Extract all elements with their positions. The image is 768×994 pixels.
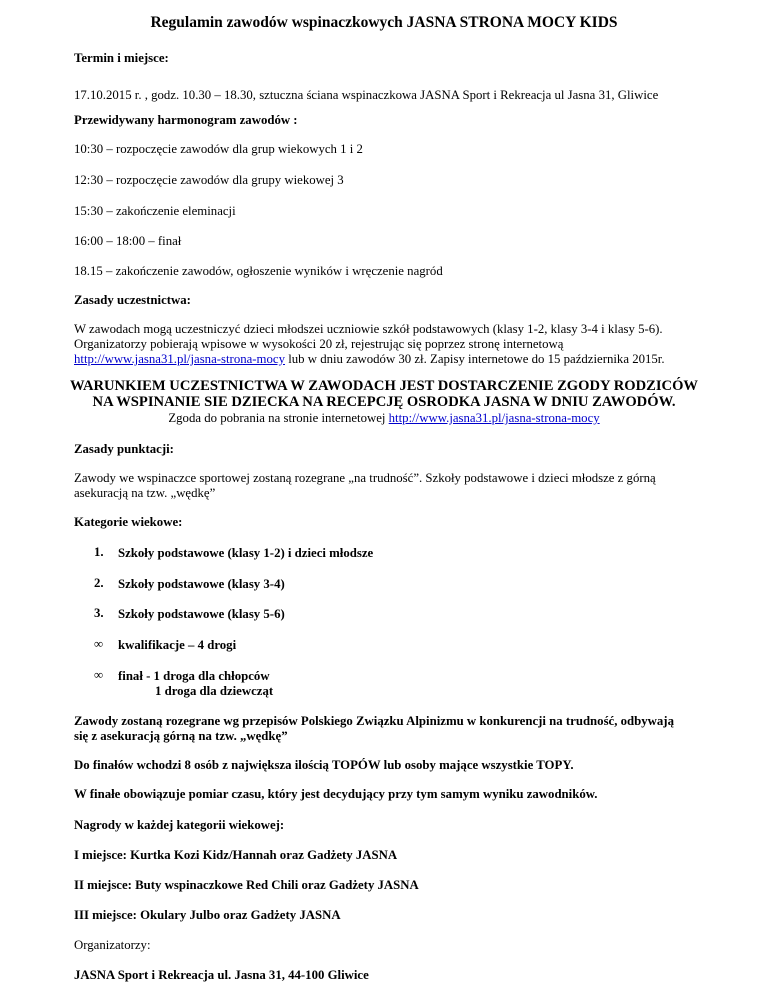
termin-heading: Termin i miejsce: [74, 51, 169, 65]
harmonogram-heading: Przewidywany harmonogram zawodów : [74, 113, 298, 127]
nagrody-heading: Nagrody w każdej kategorii wiekowej: [74, 818, 285, 832]
harmonogram-item: 18.15 – zakończenie zawodów, ogłoszenie wyników i wręczenie nagród [74, 264, 443, 278]
harmonogram-item: 15:30 – zakończenie eleminacji [74, 204, 236, 218]
rule-line: się z asekuracją górną na tzw. „wędkę” [74, 729, 288, 743]
prize-item: III miejsce: Okulary Julbo oraz Gadżety JASNA [74, 908, 341, 922]
organizatorzy-heading: Organizatorzy: [74, 938, 151, 952]
list-item: finał - 1 droga dla chłopców [118, 669, 270, 683]
list-marker: 2. [94, 576, 104, 590]
punktacja-line-1: Zawody we wspinaczce sportowej zostaną rozegrane „na trudność”. Szkoły podstawowe i dzieci młodsze z górną [74, 471, 656, 485]
warning-note-text: Zgoda do pobrania na stronie internetowej [168, 411, 389, 425]
list-item: Szkoły podstawowe (klasy 1-2) i dzieci młodsze [118, 546, 374, 560]
consent-form-link[interactable]: http://www.jasna31.pl/jasna-strona-mocy [388, 411, 600, 425]
uczestnictwo-line-3 [74, 351, 665, 367]
list-item-continuation: 1 droga dla dziewcząt [155, 684, 274, 698]
prize-item: I miejsce: Kurtka Kozi Kidz/Hannah oraz Gadżety JASNA [74, 848, 398, 862]
uczestnictwo-line-1: W zawodach mogą uczestniczyć dzieci młodszei uczniowie szkół podstawowych (klasy 1-2, klasy 3-4 i klasy 5-6). [74, 322, 663, 336]
harmonogram-item: 16:00 – 18:00 – finał [74, 234, 182, 248]
uczestnictwo-line-3-text: lub w dniu zawodów 30 zł. Zapisy internetowe do 15 października 2015r. [285, 352, 665, 366]
rule-line: Zawody zostaną rozegrane wg przepisów Polskiego Związku Alpinizmu w konkurencji na trudność, odbywają [74, 714, 674, 728]
registration-link[interactable]: http://www.jasna31.pl/jasna-strona-mocy [74, 352, 285, 366]
uczestnictwo-line-2: Organizatorzy pobierają wpisowe w wysokości 20 zł, rejestrując się poprzez stronę internetową [74, 337, 564, 351]
punktacja-line-2: asekuracją na tzw. „wędkę” [74, 486, 216, 500]
warning-line-2: NA WSPINANIE SIE DZIECKA NA RECEPCJĘ OSRODKA JASNA W DNIU ZAWODÓW. [92, 394, 676, 410]
harmonogram-item: 10:30 – rozpoczęcie zawodów dla grup wiekowych 1 i 2 [74, 142, 363, 156]
list-marker: 1. [94, 545, 104, 559]
kategorie-heading: Kategorie wiekowe: [74, 515, 183, 529]
warning-note [0, 410, 768, 426]
rule-line: W finałe obowiązuje pomiar czasu, który jest decydujący przy tym samym wyniku zawodników. [74, 787, 598, 801]
list-bullet: ∞ [94, 637, 104, 651]
list-item: kwalifikacje – 4 drogi [118, 638, 237, 652]
list-item: Szkoły podstawowe (klasy 5-6) [118, 607, 285, 621]
list-item: Szkoły podstawowe (klasy 3-4) [118, 577, 285, 591]
list-bullet: ∞ [94, 668, 104, 682]
organizatorzy-text: JASNA Sport i Rekreacja ul. Jasna 31, 44-100 Gliwice [74, 968, 369, 982]
punktacja-heading: Zasady punktacji: [74, 442, 174, 456]
list-marker: 3. [94, 606, 104, 620]
termin-text: 17.10.2015 r. , godz. 10.30 – 18.30, sztuczna ściana wspinaczkowa JASNA Sport i Rekreacja ul Jasna 31, Gliwice [74, 88, 659, 102]
uczestnictwo-heading: Zasady uczestnictwa: [74, 293, 191, 307]
harmonogram-item: 12:30 – rozpoczęcie zawodów dla grupy wiekowej 3 [74, 173, 344, 187]
prize-item: II miejsce: Buty wspinaczkowe Red Chili oraz Gadżety JASNA [74, 878, 419, 892]
document-title: Regulamin zawodów wspinaczkowych JASNA STRONA MOCY KIDS [150, 14, 618, 31]
rule-line: Do finałów wchodzi 8 osób z największa ilością TOPÓW lub osoby mające wszystkie TOPY. [74, 758, 574, 772]
warning-line-1: WARUNKIEM UCZESTNICTWA W ZAWODACH JEST DOSTARCZENIE ZGODY RODZICÓW [69, 378, 699, 394]
